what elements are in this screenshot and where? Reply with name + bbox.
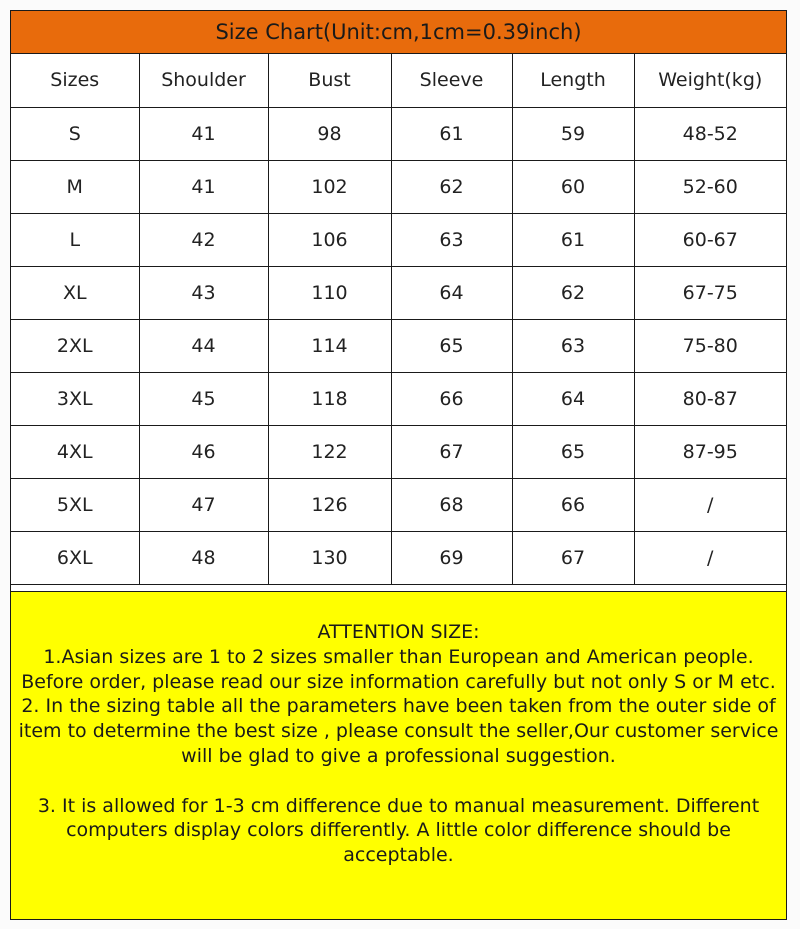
header-sizes: Sizes (11, 54, 139, 107)
table-row (11, 107, 786, 160)
header-bust: Bust (268, 54, 391, 107)
size-table (11, 54, 786, 585)
shoulder-cell: 42 (139, 213, 268, 266)
length-cell: 66 (512, 478, 634, 531)
bust-cell: 98 (268, 107, 391, 160)
sleeve-cell: 62 (391, 160, 512, 213)
length-cell: 60 (512, 160, 634, 213)
table-row (11, 266, 786, 319)
size-cell: 6XL (11, 531, 139, 584)
bust-cell: 122 (268, 425, 391, 478)
attention-notice (11, 591, 786, 919)
size-cell: L (11, 213, 139, 266)
weight-cell: 67-75 (634, 266, 786, 319)
bust-cell: 106 (268, 213, 391, 266)
chart-title: Size Chart(Unit:cm,1cm=0.39inch) (11, 11, 786, 54)
size-cell: M (11, 160, 139, 213)
size-chart (10, 10, 787, 920)
length-cell: 61 (512, 213, 634, 266)
table-row (11, 372, 786, 425)
sleeve-cell: 65 (391, 319, 512, 372)
sleeve-cell: 63 (391, 213, 512, 266)
weight-cell: 87-95 (634, 425, 786, 478)
size-cell: 2XL (11, 319, 139, 372)
table-row (11, 213, 786, 266)
header-weight: Weight(kg) (634, 54, 786, 107)
size-cell: XL (11, 266, 139, 319)
sleeve-cell: 67 (391, 425, 512, 478)
notice-point-3: 3. It is allowed for 1-3 cm difference due to manual measurement. Different computers display colors differently. A little color difference should be acceptable. (37, 794, 760, 867)
shoulder-cell: 47 (139, 478, 268, 531)
weight-cell: 60-67 (634, 213, 786, 266)
header-shoulder: Shoulder (139, 54, 268, 107)
length-cell: 62 (512, 266, 634, 319)
bust-cell: 118 (268, 372, 391, 425)
length-cell: 63 (512, 319, 634, 372)
shoulder-cell: 45 (139, 372, 268, 425)
table-row (11, 160, 786, 213)
sleeve-cell: 66 (391, 372, 512, 425)
sleeve-cell: 61 (391, 107, 512, 160)
shoulder-cell: 44 (139, 319, 268, 372)
weight-cell: / (634, 478, 786, 531)
weight-cell: 52-60 (634, 160, 786, 213)
shoulder-cell: 41 (139, 160, 268, 213)
header-sleeve: Sleeve (391, 54, 512, 107)
size-cell: 4XL (11, 425, 139, 478)
size-cell: 3XL (11, 372, 139, 425)
table-row (11, 319, 786, 372)
table-row (11, 531, 786, 584)
bust-cell: 126 (268, 478, 391, 531)
size-cell: 5XL (11, 478, 139, 531)
size-cell: S (11, 107, 139, 160)
shoulder-cell: 41 (139, 107, 268, 160)
table-row (11, 478, 786, 531)
length-cell: 67 (512, 531, 634, 584)
notice-heading: ATTENTION SIZE: (317, 621, 480, 643)
length-cell: 64 (512, 372, 634, 425)
length-cell: 59 (512, 107, 634, 160)
header-length: Length (512, 54, 634, 107)
bust-cell: 114 (268, 319, 391, 372)
weight-cell: 80-87 (634, 372, 786, 425)
sleeve-cell: 69 (391, 531, 512, 584)
table-row (11, 425, 786, 478)
bust-cell: 130 (268, 531, 391, 584)
weight-cell: 75-80 (634, 319, 786, 372)
sleeve-cell: 68 (391, 478, 512, 531)
sleeve-cell: 64 (391, 266, 512, 319)
weight-cell: 48-52 (634, 107, 786, 160)
weight-cell: / (634, 531, 786, 584)
length-cell: 65 (512, 425, 634, 478)
bust-cell: 110 (268, 266, 391, 319)
header-row (11, 54, 786, 107)
shoulder-cell: 48 (139, 531, 268, 584)
bust-cell: 102 (268, 160, 391, 213)
notice-point-2: 2. In the sizing table all the parameters have been taken from the outer side of item to determine the best size , please consult the seller,Our customer service will be glad to give a professional suggestion. (18, 695, 779, 767)
shoulder-cell: 43 (139, 266, 268, 319)
notice-point-1: 1.Asian sizes are 1 to 2 sizes smaller than European and American people. Before order, please read our size information carefully but not only S or M etc. (21, 645, 776, 693)
shoulder-cell: 46 (139, 425, 268, 478)
